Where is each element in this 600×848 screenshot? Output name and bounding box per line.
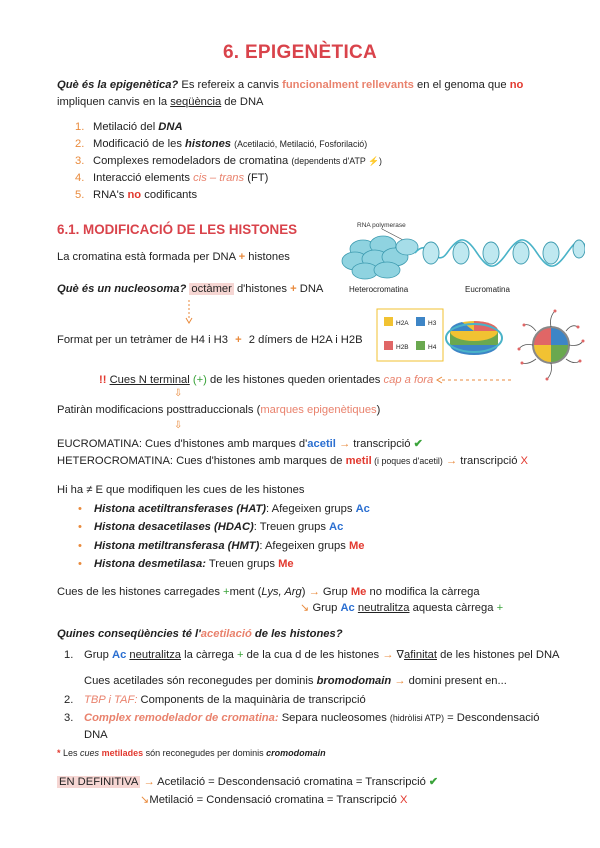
group: Ac — [355, 503, 370, 515]
n-terminal: Cues N terminal — [109, 374, 190, 386]
text: = Descondensació — [444, 712, 540, 724]
list-item — [78, 537, 370, 555]
list-note: (Acetilació, Metilació, Fosforilació) — [234, 139, 368, 149]
patiran-line — [57, 402, 380, 419]
dotted-arrow — [183, 298, 195, 326]
list-item — [78, 555, 370, 573]
text: Quines conseqüències té l' — [57, 628, 201, 640]
list-number: 5. — [75, 189, 85, 201]
me-group: Me — [350, 586, 367, 598]
list-item — [75, 187, 382, 204]
bullet-icon: • — [78, 539, 82, 552]
consequence-1 — [64, 647, 560, 664]
list-emph: DNA — [158, 121, 183, 133]
arrow-icon: → — [445, 455, 458, 467]
note: (hidròlisi ATP) — [389, 713, 445, 723]
text: Patiràn modificacions posttraduccionals ( — [57, 404, 261, 416]
acetil-word: acetil — [307, 438, 336, 450]
amino-acids: Lys, Arg — [261, 586, 302, 598]
text: Components de la maquinària de transcripció — [137, 694, 366, 706]
footnote — [57, 748, 326, 758]
text: Grup — [309, 602, 341, 614]
text: La cromatina està formada per DNA — [57, 251, 239, 263]
list-number: 3. — [75, 155, 85, 167]
text: EUCROMATINA: Cues d'histones amb marques d' — [57, 438, 308, 450]
cues-line — [99, 372, 433, 389]
enzyme-name: Histona acetiltransferases (HAT) — [94, 503, 267, 515]
afinitat: afinitat — [404, 649, 437, 661]
intro-paragraph — [57, 77, 547, 111]
nucleosome-tails — [518, 310, 585, 381]
text: d'histones — [233, 283, 291, 295]
group: Me — [278, 557, 294, 570]
list-number: 2. — [64, 694, 74, 706]
list-item — [75, 153, 382, 170]
text: Les — [60, 748, 81, 758]
section-heading: 6.1. MODIFICACIÓ DE LES HISTONES — [57, 222, 298, 237]
list-number: 4. — [75, 172, 85, 184]
group: Me — [348, 539, 365, 552]
plus-sign: + — [290, 283, 297, 295]
arrow-icon: → — [140, 776, 158, 788]
page-title: 6. EPIGENÈTICA — [222, 42, 378, 63]
list-number: 2. — [75, 138, 85, 150]
cross-icon: X — [520, 455, 528, 467]
list-item — [75, 136, 382, 153]
legend-h2a: H2A — [396, 320, 409, 327]
text: DNA — [84, 729, 108, 741]
text: Treuen grups — [205, 557, 279, 570]
text: DNA — [296, 283, 324, 295]
intro-text-1: Es refereix a canvis — [178, 79, 283, 91]
intro-question: Què és la epigenètica? — [57, 79, 179, 91]
charge-line-1 — [57, 584, 480, 601]
acetilacio: acetilació — [200, 628, 252, 640]
text: són reconegudes per dominis — [143, 748, 267, 758]
plus-sign: + — [237, 649, 244, 661]
text: Acetilació = Descondensació cromatina = Transcripció — [157, 776, 429, 788]
cromatina-line — [57, 249, 290, 266]
bullet-icon: • — [78, 503, 82, 515]
bullet-icon: • — [78, 521, 82, 534]
h4-swatch — [416, 341, 425, 350]
enzymes-intro: Hi ha ≠ E que modifiquen les cues de les histones — [57, 484, 305, 496]
list-number: 1. — [75, 121, 85, 133]
plus-sign: + — [238, 251, 246, 263]
en-definitiva: EN DEFINITIVA — [59, 776, 139, 788]
text: Metilació = Condensació cromatina = Transcripció — [149, 794, 400, 806]
plus-sign: + — [496, 602, 504, 614]
legend-h4: H4 — [428, 344, 437, 351]
arrow-icon: → — [382, 649, 394, 661]
list-number: 3. — [64, 712, 74, 724]
list-note: (dependents d'ATP ⚡) — [291, 156, 382, 166]
text: no modifica la càrrega — [366, 586, 480, 598]
text: de les histones pel DNA — [437, 649, 560, 661]
legend-h2b: H2B — [396, 344, 409, 351]
tbp-taf: TBP i TAF: — [84, 694, 138, 706]
asterisk: * — [57, 748, 61, 758]
list-text: codificants — [141, 189, 198, 201]
intro-text-3: impliquen canvis en la — [57, 96, 171, 108]
text: Cues de les histones carregades — [57, 586, 224, 598]
enzyme-name: Histona metiltransferasa (HMT) — [94, 539, 260, 552]
text: Grup — [319, 586, 351, 598]
text: : Afegeixen grups — [266, 503, 356, 515]
euchromatin-line — [57, 436, 423, 453]
text: ) — [376, 404, 381, 416]
h3-swatch — [416, 317, 425, 326]
intro-no: no — [509, 79, 524, 91]
consequence-2 — [64, 692, 366, 709]
text: 2 dímers de H2A i H2B — [245, 334, 363, 346]
text: transcripció — [457, 455, 521, 467]
text: ) — [301, 586, 309, 598]
text: domini present en... — [408, 675, 507, 687]
list-item — [78, 518, 370, 536]
down-arrow-icon: ⇩ — [174, 388, 183, 399]
warning-mark: !! — [99, 374, 107, 386]
group: Ac — [329, 521, 344, 534]
ac-group: Ac — [340, 602, 355, 614]
text: : Afegeixen grups — [259, 539, 349, 552]
positive-charge: (+) — [192, 374, 207, 386]
charge-line-2 — [300, 600, 503, 617]
nucleosoma-line — [57, 281, 323, 298]
chromatin-figure — [335, 215, 585, 297]
h2a-swatch — [384, 317, 393, 326]
enzyme-name: Histona desmetilasa: — [94, 557, 206, 570]
arrow-icon: ↘ — [300, 602, 310, 614]
text: Separa nucleosomes — [278, 712, 390, 724]
list-text: Interacció elements — [93, 172, 194, 184]
list-text: Metilació del — [93, 121, 159, 133]
cis-trans: cis – trans — [193, 172, 245, 184]
arrow-icon: ↘ — [140, 794, 150, 806]
list-text: RNA's — [93, 189, 128, 201]
text: : Treuen grups — [253, 521, 330, 534]
check-icon: ✔ — [428, 776, 439, 788]
text: histones — [245, 251, 290, 263]
ac-group: Ac — [111, 649, 127, 661]
heterochromatin-label: Heterocromatina — [349, 285, 409, 294]
cross-icon: X — [399, 794, 408, 806]
legend-h3: H3 — [428, 320, 437, 327]
down-arrow-icon: ⇩ — [174, 420, 183, 431]
epigenetic-marks: marques epigenètiques — [260, 404, 377, 416]
intro-text-2: en el genoma que — [413, 79, 510, 91]
heterochromatin-line — [57, 453, 528, 470]
intro-text-4: de DNA — [221, 96, 264, 108]
text: Cues acetilades són reconegudes per dominis — [84, 675, 317, 687]
metilades-word: metilades — [101, 748, 144, 758]
arrow-icon: → — [339, 438, 351, 450]
arrow-icon: → — [391, 675, 409, 687]
cap-a-fora: cap a fora — [383, 374, 434, 386]
octamer-disc — [446, 321, 502, 355]
rna-pol-label: RNA polymerase — [357, 222, 406, 229]
text: la càrrega — [181, 649, 237, 661]
text: ∇ — [393, 649, 405, 661]
arrow-icon: → — [308, 586, 320, 598]
bullet-icon: • — [78, 557, 82, 570]
enzymes-list — [78, 500, 370, 573]
cues-word: cues — [80, 748, 100, 758]
consequences-heading — [57, 626, 343, 643]
text: transcripció — [350, 438, 414, 450]
list-emph: histones — [185, 138, 232, 150]
dashed-arrow-left — [436, 375, 516, 385]
plus-sign: + — [235, 334, 242, 346]
conclusion-line-1 — [57, 774, 438, 791]
neutralitza: neutralitza — [357, 602, 410, 614]
enzyme-name: Histona desacetilases (HDAC) — [94, 521, 254, 534]
plus-sign: + — [223, 586, 230, 598]
consequence-1b — [84, 673, 507, 690]
text: HETEROCROMATINA: Cues d'histones amb marques de — [57, 455, 346, 467]
check-icon: ✔ — [413, 438, 423, 450]
epigenetics-list — [75, 119, 382, 204]
remodeler-name: Complex remodelador de cromatina: — [84, 712, 279, 724]
bromodomain: bromodomain — [316, 675, 392, 687]
text: aquesta càrrega — [409, 602, 497, 614]
metil-word: metil — [345, 455, 372, 467]
text: ment ( — [229, 586, 262, 598]
list-item — [78, 500, 370, 518]
cromodomain: cromodomain — [266, 748, 326, 758]
euchromatin-label: Eucromatina — [465, 285, 510, 294]
list-text: (FT) — [244, 172, 269, 184]
nucleosome-question: Què és un nucleosoma? — [57, 283, 187, 295]
intro-highlight: funcionalment rellevants — [282, 79, 414, 91]
list-number: 1. — [64, 649, 74, 661]
intro-sequence: seqüència — [170, 96, 222, 108]
h2b-swatch — [384, 341, 393, 350]
octamer-highlight: octàmer — [191, 283, 232, 295]
text: de la cua d de les histones — [243, 649, 383, 661]
list-item — [75, 119, 382, 136]
neutralitza: neutralitza — [129, 649, 182, 661]
text: de les histones queden orientades — [206, 374, 384, 386]
list-text: Modificació de les — [93, 138, 186, 150]
consequence-3 — [64, 710, 544, 744]
list-text: Complexes remodeladors de cromatina — [93, 155, 292, 167]
list-item — [75, 170, 382, 187]
text: de les histones? — [251, 628, 343, 640]
text: Grup — [84, 649, 112, 661]
format-line — [57, 332, 363, 349]
text: Format per un tetràmer de H4 i H3 — [57, 334, 232, 346]
conclusion-line-2 — [140, 792, 407, 809]
heterochromatin-cluster — [342, 236, 418, 279]
list-no: no — [127, 189, 142, 201]
note: (i poques d'acetil) — [371, 456, 443, 466]
